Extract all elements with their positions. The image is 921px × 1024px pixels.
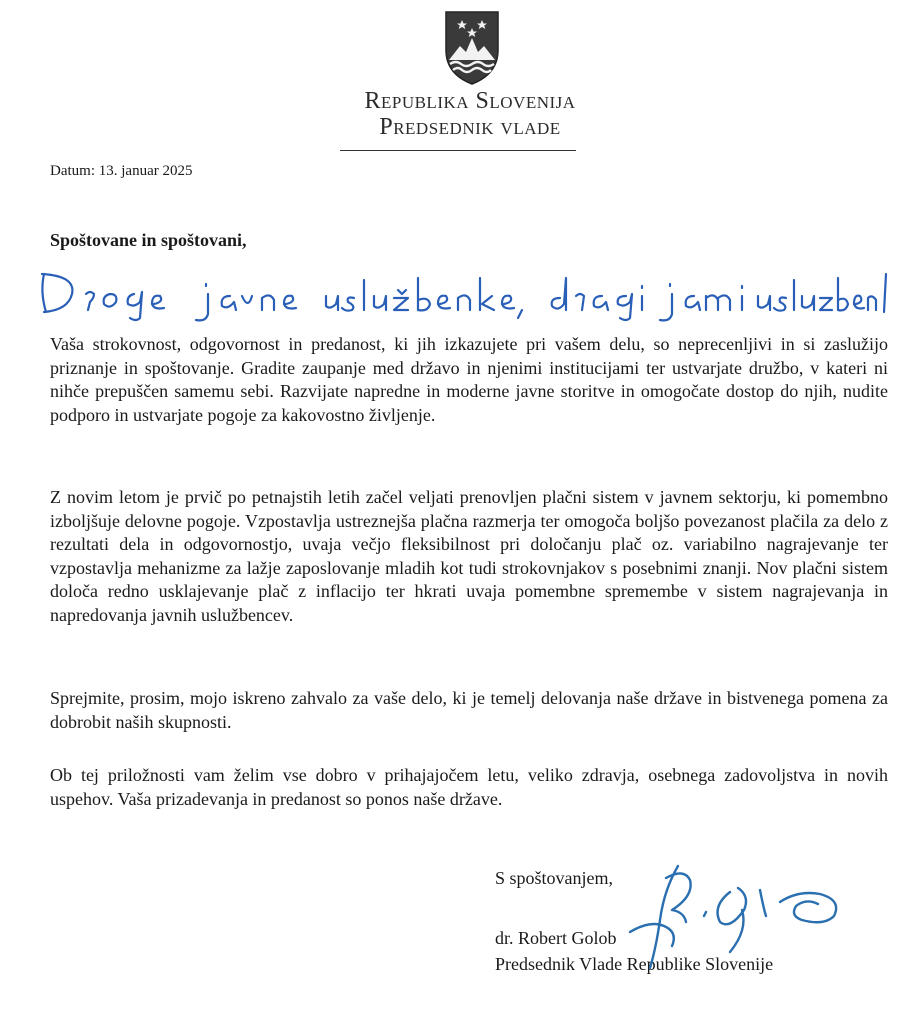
organization-name: Republika Slovenija <box>364 88 576 114</box>
handwritten-greeting-scribble <box>30 262 890 322</box>
letter-date: Datum: 13. januar 2025 <box>50 163 193 179</box>
body-paragraph: Sprejmite, prosim, mojo iskreno zahvalo za vaše delo, ki je temelj delovanja naše države in bistvenega pomena za dobrobit naših skupnosti. <box>50 688 888 732</box>
body-paragraph: Ob tej priložnosti vam želim vse dobro v prihajajočem letu, veliko zdravja, osebnega zadovoljstva in novih uspehov. Vaša prizadevanja in predanost so ponos naše države. <box>50 765 888 809</box>
signatory-name: dr. Robert Golob <box>495 928 617 948</box>
handwritten-signature-icon <box>620 860 850 975</box>
organization-subtitle: Predsednik vlade <box>379 114 561 140</box>
salutation: Spoštovane in spoštovani, <box>50 230 247 250</box>
closing-line: S spoštovanjem, <box>495 868 614 888</box>
signatory-title: Predsednik Vlade Republike Slovenije <box>495 954 774 974</box>
header-divider <box>340 150 576 151</box>
slovenian-coat-of-arms-icon <box>440 8 504 88</box>
body-paragraph: Z novim letom je prvič po petnajstih letih začel veljati prenovljen plačni sistem v javnem sektorju, ki pomembno izboljšuje delovne pogoje. Vzpostavlja ustreznejša plačna razmerja ter omogoča boljšo povezanost plačila za delo z rezultati dela in odgovornostjo, uvaja večjo fleksibilnost pri določanju plač oz. variabilno nagrajevanje ter vzpostavlja mehanizme za lažje zaposlovanje mladih kot tudi strokovnjakov s posebnimi znanji. Nov plačni sistem določa redno usklajevanje plač z inflacijo ter hkrati uvaja pomembne spremembe v sistem nagrajevanja in napredovanja javnih uslužbencev. <box>50 487 888 625</box>
body-paragraph: Vaša strokovnost, odgovornost in predanost, ki jih izkazujete pri vašem delu, so neprecenljivi in si zaslužijo priznanje in spoštovanje. Gradite zaupanje med državo in njenimi institucijami ter ustvarjate družbo, v kateri ni nihče prepuščen samemu sebi. Razvijate napredne in moderne javne storitve in omogočate dostop do njih, nudite podporo in ustvarjate pogoje za kakovostno življenje. <box>50 334 888 425</box>
